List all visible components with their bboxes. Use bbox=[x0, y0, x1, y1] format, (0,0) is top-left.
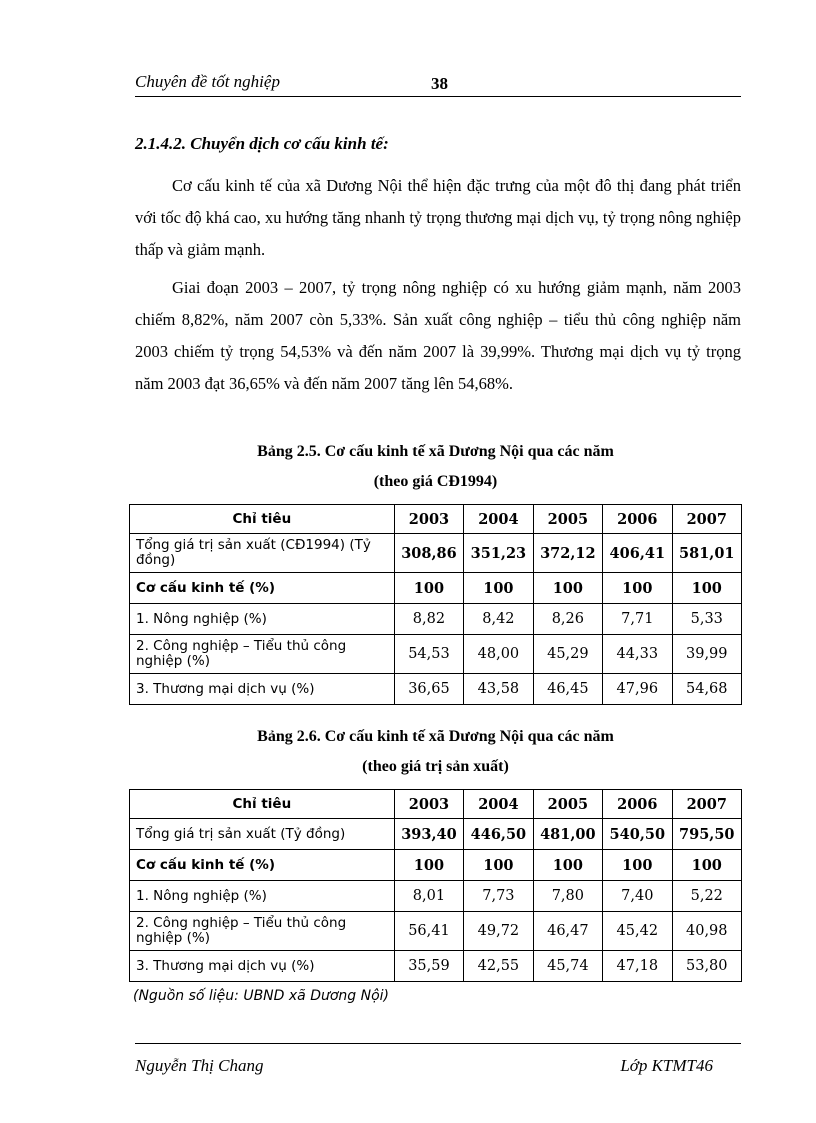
cell: 100 bbox=[394, 850, 463, 881]
table2-caption-line1: Bảng 2.6. Cơ cấu kinh tế xã Dương Nội qua các năm bbox=[257, 728, 614, 745]
paragraph-2: Giai đoạn 2003 – 2007, tỷ trọng nông nghiệp có xu hướng giảm mạnh, năm 2003 chiếm 8,82%, năm 2007 còn 5,33%. Sản xuất công nghiệp – tiểu thủ công nghiệp năm 2003 chiếm tỷ trọng 54,53% và đến năm 2007 là 39,99%. Thương mại dịch vụ tỷ trọng năm 2003 đạt 36,65% và đến năm 2007 tăng lên 54,68%. bbox=[135, 278, 741, 393]
table1-caption-line1: Bảng 2.5. Cơ cấu kinh tế xã Dương Nội qua các năm bbox=[257, 443, 614, 460]
footer-class: Lớp KTMT46 bbox=[620, 1056, 713, 1075]
cell: 100 bbox=[533, 573, 602, 604]
table1-caption bbox=[129, 437, 742, 497]
row-label: 1. Nông nghiệp (%) bbox=[130, 881, 395, 912]
cell: 54,68 bbox=[672, 674, 741, 705]
row-label: Cơ cấu kinh tế (%) bbox=[130, 573, 395, 604]
cell: 46,47 bbox=[533, 912, 602, 951]
header-cell: 2003 bbox=[394, 790, 463, 819]
row-label: 2. Công nghiệp – Tiểu thủ công nghiệp (%) bbox=[130, 635, 395, 674]
table-row bbox=[130, 819, 742, 850]
cell: 45,74 bbox=[533, 951, 602, 982]
header-cell: 2007 bbox=[672, 790, 741, 819]
cell: 40,98 bbox=[672, 912, 741, 951]
paragraph-1: Cơ cấu kinh tế của xã Dương Nội thể hiện đặc trưng của một đô thị đang phát triển với tốc độ khá cao, xu hướng tăng nhanh tỷ trọng thương mại dịch vụ, tỷ trọng nông nghiệp thấp và giảm mạnh. bbox=[135, 176, 741, 259]
cell: 100 bbox=[672, 573, 741, 604]
cell: 45,42 bbox=[603, 912, 672, 951]
cell: 100 bbox=[672, 850, 741, 881]
table-row bbox=[130, 604, 742, 635]
cell: 351,23 bbox=[464, 534, 533, 573]
table1-caption-line2: (theo giá CĐ1994) bbox=[373, 473, 498, 490]
cell: 54,53 bbox=[394, 635, 463, 674]
cell: 8,82 bbox=[394, 604, 463, 635]
table-row bbox=[130, 951, 742, 982]
table-row bbox=[130, 635, 742, 674]
table-header-row bbox=[130, 505, 742, 534]
header-title: Chuyên đề tốt nghiệp bbox=[135, 72, 280, 91]
table-header-row bbox=[130, 790, 742, 819]
cell: 795,50 bbox=[672, 819, 741, 850]
cell: 7,73 bbox=[464, 881, 533, 912]
cell: 100 bbox=[533, 850, 602, 881]
table2-caption bbox=[129, 722, 742, 782]
cell: 39,99 bbox=[672, 635, 741, 674]
header-cell: 2005 bbox=[533, 505, 602, 534]
cell: 47,96 bbox=[603, 674, 672, 705]
cell: 5,22 bbox=[672, 881, 741, 912]
header-cell: 2007 bbox=[672, 505, 741, 534]
cell: 581,01 bbox=[672, 534, 741, 573]
cell: 53,80 bbox=[672, 951, 741, 982]
table-row bbox=[130, 534, 742, 573]
table-row bbox=[130, 912, 742, 951]
cell: 46,45 bbox=[533, 674, 602, 705]
header-cell: 2003 bbox=[394, 505, 463, 534]
header-cell: Chỉ tiêu bbox=[130, 505, 395, 534]
page-footer bbox=[135, 1043, 741, 1075]
cell: 100 bbox=[464, 850, 533, 881]
header-cell: Chỉ tiêu bbox=[130, 790, 395, 819]
row-label: 3. Thương mại dịch vụ (%) bbox=[130, 951, 395, 982]
header-cell: 2005 bbox=[533, 790, 602, 819]
main-content bbox=[135, 128, 741, 406]
section-title: 2.1.4.2. Chuyển dịch cơ cấu kinh tế: bbox=[135, 134, 389, 153]
row-label: Cơ cấu kinh tế (%) bbox=[130, 850, 395, 881]
cell: 45,29 bbox=[533, 635, 602, 674]
header-cell: 2004 bbox=[464, 790, 533, 819]
header-cell: 2006 bbox=[603, 505, 672, 534]
cell: 5,33 bbox=[672, 604, 741, 635]
cell: 100 bbox=[603, 573, 672, 604]
cell: 372,12 bbox=[533, 534, 602, 573]
cell: 35,59 bbox=[394, 951, 463, 982]
cell: 308,86 bbox=[394, 534, 463, 573]
cell: 100 bbox=[394, 573, 463, 604]
cell: 393,40 bbox=[394, 819, 463, 850]
table-row bbox=[130, 674, 742, 705]
cell: 8,01 bbox=[394, 881, 463, 912]
page-header bbox=[135, 68, 741, 97]
cell: 49,72 bbox=[464, 912, 533, 951]
row-label: Tổng giá trị sản xuất (Tỷ đồng) bbox=[130, 819, 395, 850]
cell: 44,33 bbox=[603, 635, 672, 674]
table-2-5 bbox=[129, 504, 742, 705]
row-label: 3. Thương mại dịch vụ (%) bbox=[130, 674, 395, 705]
cell: 406,41 bbox=[603, 534, 672, 573]
data-source-note: (Nguồn số liệu: UBND xã Dương Nội) bbox=[133, 988, 390, 1004]
table-2-6 bbox=[129, 789, 742, 982]
cell: 48,00 bbox=[464, 635, 533, 674]
cell: 540,50 bbox=[603, 819, 672, 850]
row-label: 1. Nông nghiệp (%) bbox=[130, 604, 395, 635]
cell: 7,40 bbox=[603, 881, 672, 912]
cell: 7,80 bbox=[533, 881, 602, 912]
cell: 446,50 bbox=[464, 819, 533, 850]
table-row bbox=[130, 881, 742, 912]
table2-caption-line2: (theo giá trị sản xuất) bbox=[362, 758, 509, 775]
row-label: Tổng giá trị sản xuất (CĐ1994) (Tỷ đồng) bbox=[130, 534, 395, 573]
cell: 100 bbox=[603, 850, 672, 881]
cell: 42,55 bbox=[464, 951, 533, 982]
cell: 8,42 bbox=[464, 604, 533, 635]
cell: 8,26 bbox=[533, 604, 602, 635]
cell: 47,18 bbox=[603, 951, 672, 982]
footer-author: Nguyễn Thị Chang bbox=[135, 1056, 264, 1075]
cell: 481,00 bbox=[533, 819, 602, 850]
cell: 36,65 bbox=[394, 674, 463, 705]
table-row bbox=[130, 573, 742, 604]
cell: 7,71 bbox=[603, 604, 672, 635]
cell: 56,41 bbox=[394, 912, 463, 951]
page-number: 38 bbox=[431, 74, 448, 93]
row-label: 2. Công nghiệp – Tiểu thủ công nghiệp (%) bbox=[130, 912, 395, 951]
header-cell: 2006 bbox=[603, 790, 672, 819]
cell: 43,58 bbox=[464, 674, 533, 705]
header-cell: 2004 bbox=[464, 505, 533, 534]
table-row bbox=[130, 850, 742, 881]
cell: 100 bbox=[464, 573, 533, 604]
